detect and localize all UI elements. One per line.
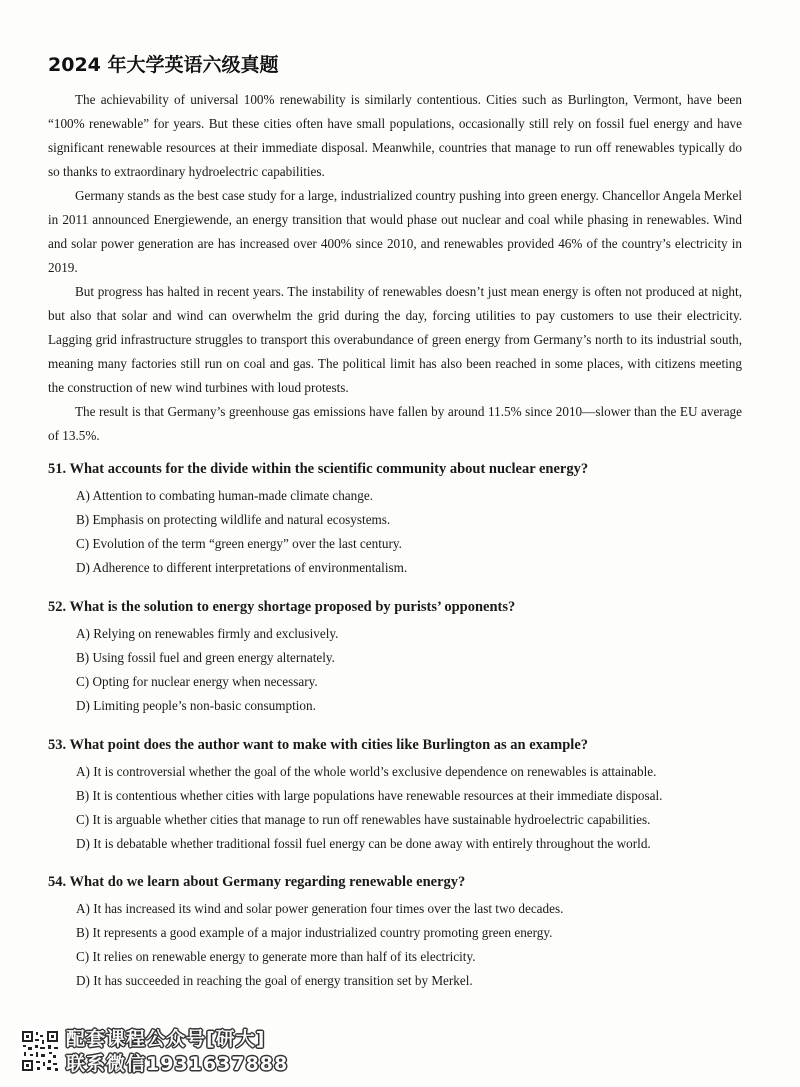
option-c: C) It relies on renewable energy to generate more than half of its electricity. — [76, 949, 476, 964]
option-a: A) It is controversial whether the goal of the whole world’s exclusive dependence on renewables is attainable. — [76, 764, 657, 779]
promo-footer — [20, 1027, 350, 1077]
option-b: B) Emphasis on protecting wildlife and natural ecosystems. — [76, 512, 391, 527]
qr-code-icon — [20, 1029, 60, 1073]
passage-paragraph: The result is that Germany’s greenhouse gas emissions have fallen by around 11.5% since 2010—slower than the EU average of 13.5%. — [48, 404, 742, 443]
option-a: A) Relying on renewables firmly and exclusively. — [76, 626, 339, 641]
option-d: D) It has succeeded in reaching the goal of energy transition set by Merkel. — [76, 973, 473, 988]
passage-paragraph: Germany stands as the best case study for a large, industrialized country pushing into green energy. Chancellor Angela Merkel in 2011 announced Energiewende, an energy transition that would phase out nuclear and coal while phasing in renewables. Wind and solar power generation are has increased over 400% since 2010, and renewables provided 46% of the country’s electricity in 2019. — [48, 188, 742, 275]
option-c: C) Evolution of the term “green energy” over the last century. — [76, 536, 402, 551]
option-d: D) Adherence to different interpretations of environmentalism. — [76, 560, 408, 575]
passage-paragraph: But progress has halted in recent years. The instability of renewables doesn’t just mean energy is often not produced at night, but also that solar and wind can overwhelm the grid during the day, forcing utilities to pay customers to use their electricity. Lagging grid infrastructure struggles to transport this overabundance of green energy from Germany’s north to its industrial south, meaning many factories still run on coal and gas. The political limit has also been reached in some places, with citizens meeting the construction of new wind turbines with loud protests. — [48, 284, 742, 395]
question-52 — [48, 596, 748, 718]
option-b: B) It is contentious whether cities with large populations have renewable resources at their immediate disposal. — [76, 788, 663, 803]
option-b: B) Using fossil fuel and green energy alternately. — [76, 650, 335, 665]
question-53 — [48, 734, 748, 856]
option-d: D) It is debatable whether traditional fossil fuel energy can be done away with entirely throughout the world. — [76, 836, 651, 851]
option-c: C) Opting for nuclear energy when necessary. — [76, 674, 318, 689]
question-stem: 54. What do we learn about Germany regarding renewable energy? — [48, 874, 466, 890]
question-54 — [48, 871, 748, 993]
page-title: 2024 年大学英语六级真题 — [48, 54, 279, 76]
option-c: C) It is arguable whether cities that manage to run off renewables have sustainable hydroelectric capabilities. — [76, 812, 651, 827]
passage-paragraph: The achievability of universal 100% renewability is similarly contentious. Cities such as Burlington, Vermont, have been “100% renewable” for years. But these cities often have small populations, occasionally still rely on fossil fuel energy and have significant renewable resources at their immediate disposal. Meanwhile, countries that manage to run off renewables typically do so thanks to extraordinary hydroelectric capabilities. — [48, 92, 742, 179]
question-stem: 51. What accounts for the divide within the scientific community about nuclear energy? — [48, 461, 589, 477]
promo-line-2: 联系微信1931637888 — [66, 1053, 289, 1075]
option-a: A) It has increased its wind and solar power generation four times over the last two decades. — [76, 901, 564, 916]
option-b: B) It represents a good example of a major industrialized country promoting green energy. — [76, 925, 553, 940]
promo-line-1: 配套课程公众号[研大] — [66, 1028, 266, 1050]
reading-passage — [48, 88, 742, 448]
option-d: D) Limiting people’s non-basic consumption. — [76, 698, 316, 713]
question-51 — [48, 458, 748, 580]
question-stem: 53. What point does the author want to make with cities like Burlington as an example? — [48, 737, 589, 753]
option-a: A) Attention to combating human-made climate change. — [76, 488, 373, 503]
question-stem: 52. What is the solution to energy shortage proposed by purists’ opponents? — [48, 599, 516, 615]
